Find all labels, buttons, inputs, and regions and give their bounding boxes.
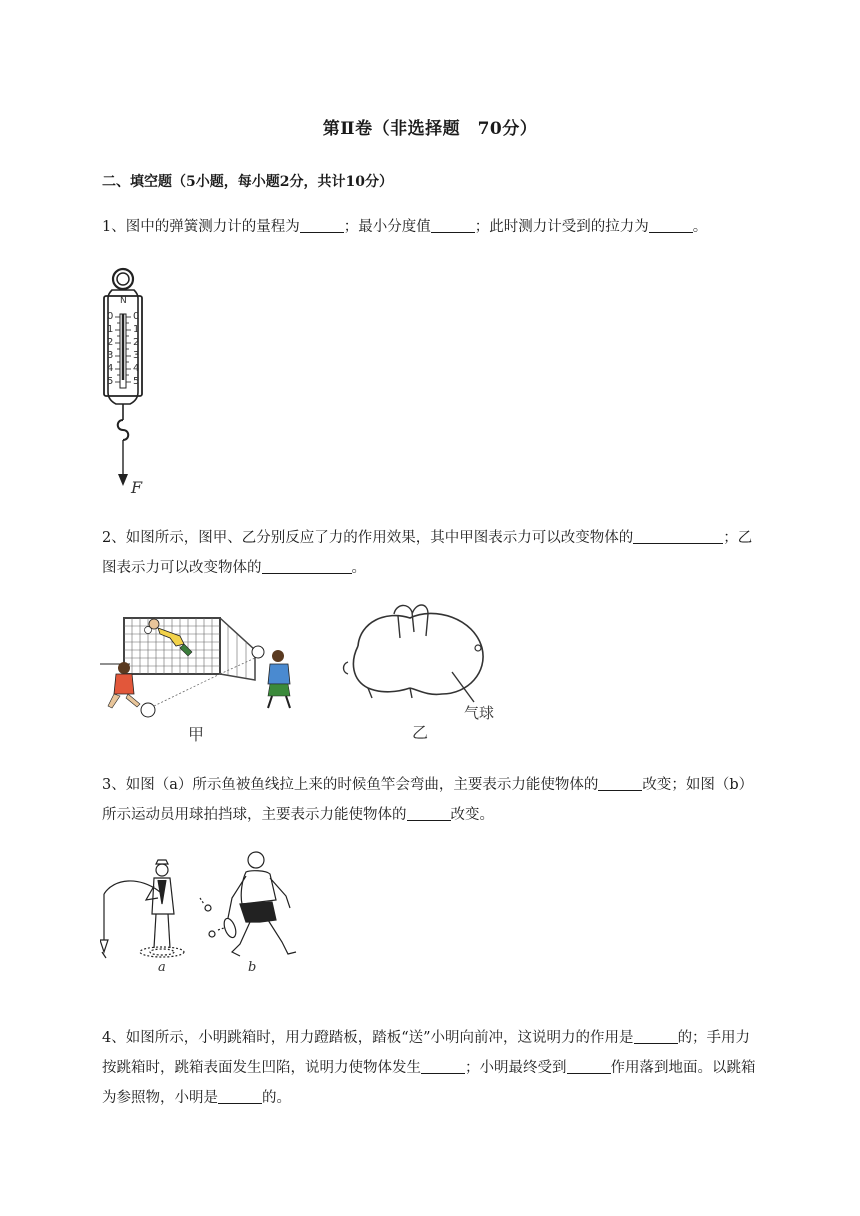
spring-scale-figure (98, 262, 168, 502)
q3-blank-a (598, 774, 642, 791)
soccer-drawing (100, 610, 310, 720)
q2-text-2: ；乙图表示力可以改变物体的 (102, 530, 753, 576)
q1-blank-division (431, 216, 475, 233)
q4-text-4: 作用落到地面。以跳箱为参照物，小明是 (102, 1060, 756, 1106)
tick-label-right-1: 1 (133, 324, 140, 335)
scale-unit-label: N (120, 296, 127, 306)
question-2 (102, 523, 762, 583)
q4-blank-3 (567, 1057, 611, 1074)
q1-blank-range (300, 216, 344, 233)
q4-text-5: 的。 (262, 1090, 291, 1106)
question-4 (102, 1023, 762, 1113)
tick-label-left-0: 0 (107, 311, 114, 322)
label-b: b (248, 960, 257, 975)
tick-label-left-2: 2 (107, 337, 114, 348)
page-title: 第Ⅱ卷（非选择题 70分） (322, 119, 538, 139)
q3-text-3: 改变。 (450, 807, 494, 823)
q3-text-1: 3、如图（a）所示鱼被鱼线拉上来的时候鱼竿会弯曲，主要表示力能使物体的 (102, 777, 599, 793)
force-label: F (131, 478, 143, 497)
tick-label-right-0: 0 (133, 311, 140, 322)
q1-blank-force (649, 216, 693, 233)
soccer-figure (100, 610, 310, 744)
q1-text-1: 1、图中的弹簧测力计的量程为 (102, 219, 300, 235)
q4-blank-4 (218, 1087, 262, 1104)
balloon-figure (338, 602, 498, 742)
q1-text-3: ；此时测力计受到的拉力为 (474, 219, 649, 235)
q1-text-2: ；最小分度值 (343, 219, 431, 235)
section-heading: 二、填空题（5小题，每小题2分，共计10分） (102, 174, 393, 190)
label-jia: 甲 (188, 725, 205, 744)
balloon-drawing (338, 602, 498, 712)
question-3 (102, 770, 762, 830)
q3-text-2: 改变；如图（b）所示运动员用球拍挡球，主要表示力能使物体的 (102, 777, 754, 823)
q1-text-4: 。 (692, 219, 708, 235)
fishing-racket-figure (100, 848, 300, 978)
label-yi: 乙 (412, 723, 429, 742)
q3-blank-b (407, 804, 451, 821)
q2-text-3: 。 (351, 560, 366, 576)
balloon-label: 气球 (464, 704, 495, 722)
tick-label-left-3: 3 (107, 350, 114, 361)
label-a: a (158, 960, 166, 975)
tick-label-right-2: 2 (133, 337, 140, 348)
tick-label-right-4: 4 (133, 363, 140, 374)
q2-blank-yi (262, 557, 352, 574)
tick-label-left-4: 4 (107, 363, 114, 374)
tick-label-right-3: 3 (133, 350, 140, 361)
q4-text-2: 的；手用力按跳箱时，跳箱表面发生凹陷，说明力使物体发生 (102, 1030, 751, 1076)
q4-blank-2 (421, 1057, 465, 1074)
q4-blank-1 (634, 1027, 678, 1044)
fishing-racket-drawing (100, 848, 300, 978)
q2-text-1: 2、如图所示，图甲、乙分别反应了力的作用效果，其中甲图表示力可以改变物体的 (102, 530, 634, 546)
tick-label-left-1: 1 (107, 324, 114, 335)
tick-label-right-5: 5 (133, 376, 140, 387)
q4-text-3: ；小明最终受到 (465, 1060, 567, 1076)
q2-blank-jia (633, 527, 723, 544)
question-1 (102, 212, 762, 242)
q4-text-1: 4、如图所示，小明跳箱时，用力蹬踏板，踏板“送”小明向前冲，这说明力的作用是 (102, 1030, 634, 1046)
tick-label-left-5: 5 (107, 376, 114, 387)
